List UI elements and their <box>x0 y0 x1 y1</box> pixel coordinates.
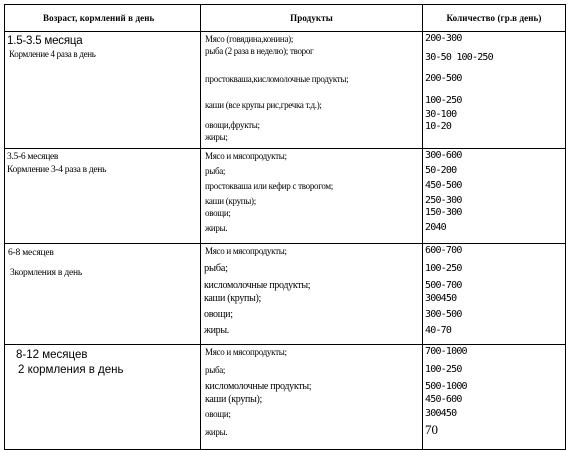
table-row <box>5 244 566 345</box>
quantity-item: 500-1000 <box>425 381 467 392</box>
age-range: 3.5-6 месяцев <box>7 152 59 162</box>
quantity-item: 100-250 <box>425 364 462 375</box>
product-item: простокваша,кисломолочные продукты; <box>205 74 349 84</box>
quantity-item <box>423 64 565 73</box>
table-header-row <box>5 5 566 32</box>
header-age: Возраст, кормлений в день <box>5 5 201 32</box>
quantity-cell <box>423 32 566 149</box>
product-item: каши (крупы); <box>205 196 256 206</box>
quantity-item: 200-500 <box>425 73 462 84</box>
age-cell <box>5 32 201 149</box>
quantity-item: 30-100 <box>425 109 457 120</box>
quantity-item: 2040 <box>425 222 446 233</box>
quantity-item: 300450 <box>425 293 457 304</box>
quantity-item: 40-70 <box>425 325 452 336</box>
age-cell <box>5 345 201 450</box>
header-quantity: Количество (гр.в день) <box>423 5 566 32</box>
quantity-item: 600-700 <box>425 245 462 256</box>
quantity-item: 10-20 <box>425 121 452 132</box>
product-item <box>201 85 422 97</box>
products-cell <box>201 149 423 244</box>
quantity-item: 700-1000 <box>425 346 467 357</box>
quantity-cell <box>423 244 566 345</box>
table-row <box>5 32 566 149</box>
product-item: Мясо и мясопродукты; <box>205 347 287 357</box>
age-cell <box>5 244 201 345</box>
feedings-per-day: Кормление 4 раза в день <box>9 49 96 59</box>
feeding-table <box>4 4 566 450</box>
product-item: овощи; <box>205 409 231 419</box>
product-item: жиры. <box>204 325 229 336</box>
quantity-item: 450-600 <box>425 394 462 405</box>
quantity-item: 70 <box>425 424 438 437</box>
product-item: простокваша или кефир с творогом; <box>205 181 334 191</box>
quantity-item: 300-500 <box>425 309 462 320</box>
product-item: Мясо (говядина,конина); <box>205 34 294 44</box>
header-products: Продукты <box>201 5 423 32</box>
table-row <box>5 149 566 244</box>
feedings-per-day: 2 кормления в день <box>18 364 124 376</box>
product-item: рыба; <box>204 263 228 274</box>
product-item: Мясо и мясопродукты; <box>205 151 287 161</box>
product-item: каши (крупы); <box>204 293 262 304</box>
age-range: 8-12 месяцев <box>16 349 88 361</box>
product-item: каши (все крупы рис,гречка т.д.); <box>205 100 322 110</box>
product-item: кисломолочные продукты; <box>204 280 311 291</box>
quantity-item <box>423 45 565 52</box>
quantity-item: 250-300 <box>425 195 462 206</box>
product-item <box>201 57 422 69</box>
product-item: овощи,фрукты; <box>205 120 260 130</box>
product-item: овощи; <box>205 208 231 218</box>
age-cell <box>5 149 201 244</box>
product-item: овощи; <box>204 309 233 320</box>
product-item: жиры; <box>205 132 228 142</box>
product-item: жиры. <box>205 427 228 437</box>
product-item: жиры. <box>205 223 228 233</box>
product-item: Мясо и мясопродукты; <box>205 246 287 256</box>
feedings-per-day: 3кормления в день <box>10 268 83 278</box>
quantity-item <box>423 85 565 95</box>
table-row <box>5 345 566 450</box>
product-item: кисломолочные продукты; <box>205 381 312 392</box>
quantity-item: 500-700 <box>425 280 462 291</box>
quantity-cell <box>423 149 566 244</box>
product-item: рыба (2 раза в неделю); творог <box>205 46 314 56</box>
product-item: рыба; <box>205 166 226 176</box>
products-cell <box>201 345 423 450</box>
quantity-item: 450-500 <box>425 180 462 191</box>
quantity-item: 50-200 <box>425 165 457 176</box>
feedings-per-day: Кормление 3-4 раза в день <box>7 165 107 175</box>
quantity-item: 100-250 <box>425 95 462 106</box>
quantity-item: 30-50 100-250 <box>425 52 493 63</box>
age-range: 1.5-3.5 месяца <box>7 35 83 47</box>
quantity-item: 150-300 <box>425 207 462 218</box>
products-cell <box>201 32 423 149</box>
quantity-item: 300450 <box>425 408 457 419</box>
product-item: рыба; <box>205 365 226 375</box>
quantity-item: 100-250 <box>425 263 462 274</box>
quantity-item: 300-600 <box>425 150 462 161</box>
quantity-item: 200-300 <box>425 33 462 44</box>
product-item: каши (крупы); <box>205 394 263 405</box>
product-item <box>201 111 422 119</box>
age-range: 6-8 месяцев <box>8 248 54 258</box>
quantity-cell <box>423 345 566 450</box>
products-cell <box>201 244 423 345</box>
